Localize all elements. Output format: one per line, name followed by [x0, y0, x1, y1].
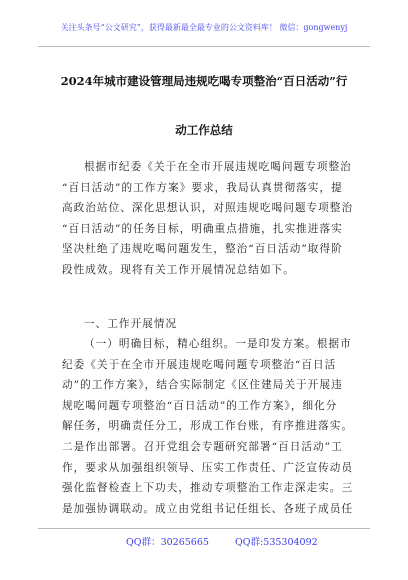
paragraph-line: 作，要求从加强组织领导、压实工作责任、广泛宣传动员 — [62, 461, 354, 474]
document-title-line-1: 2024年城市建设管理局违规吃喝专项整治“百日活动”行 — [60, 74, 348, 88]
footer-divider — [38, 528, 370, 529]
paragraph-line: 解任务，明确责任分工，形成工作台账，有序推进落实。 — [62, 420, 354, 433]
paragraph-line: 规吃喝问题专项整治“百日活动”的工作方案》，细化分 — [62, 399, 338, 412]
section-heading-text: 一、工作开展情况 — [84, 318, 178, 330]
paragraph-line: 段性成效。现将有关工作开展情况总结如下。 — [62, 263, 295, 276]
paragraph-line: 高政治站位、深化思想认识，对照违规吃喝问题专项整治 — [62, 202, 354, 215]
paragraph-line: 根据市纪委《关于在全市开展违规吃喝问题专项整治 — [84, 161, 352, 173]
paragraph-line: 坚决杜绝了违规吃喝问题发生，整治“百日活动”取得阶 — [62, 243, 343, 256]
paragraph-line: （一）明确目标，精心组织。一是印发方案。根据市 — [84, 338, 352, 350]
paragraph-section-1 — [62, 334, 352, 519]
header-banner: 关注头条号“公文研究”，获得最新最全最专业的公文资料库！ 微信：gongwenyj — [60, 23, 348, 32]
paragraph-line: 二是作出部署。召开党组会专题研究部署“百日活动”工 — [62, 440, 343, 453]
footer-qq-group-2: QQ群:535304092 — [235, 537, 318, 548]
footer-qq-group-1: QQ群：30265665 — [126, 537, 209, 548]
header-divider — [38, 46, 370, 47]
paragraph-line: 纪委《关于在全市开展违规吃喝问题专项整治“百日活 — [62, 358, 337, 371]
section-heading — [62, 314, 352, 335]
document-title-line-2: 动工作总结 — [175, 123, 233, 137]
paragraph-line: “百日活动”的工作方案》要求，我局认真贯彻落实，提 — [62, 181, 343, 194]
paragraph-line: 动”的工作方案》，结合实际制定《区住建局关于开展违 — [62, 379, 343, 392]
paragraph-line: “百日活动”的任务目标，明确重点措施，扎实推进落实 — [62, 222, 343, 235]
paragraph-line: 是加强协调联动。成立由党组书记任组长、各班子成员任 — [62, 502, 354, 515]
paragraph-line: 强化监督检查上下功夫，推动专项整治工作走深走实。三 — [62, 482, 354, 495]
paragraph-intro — [62, 157, 352, 281]
